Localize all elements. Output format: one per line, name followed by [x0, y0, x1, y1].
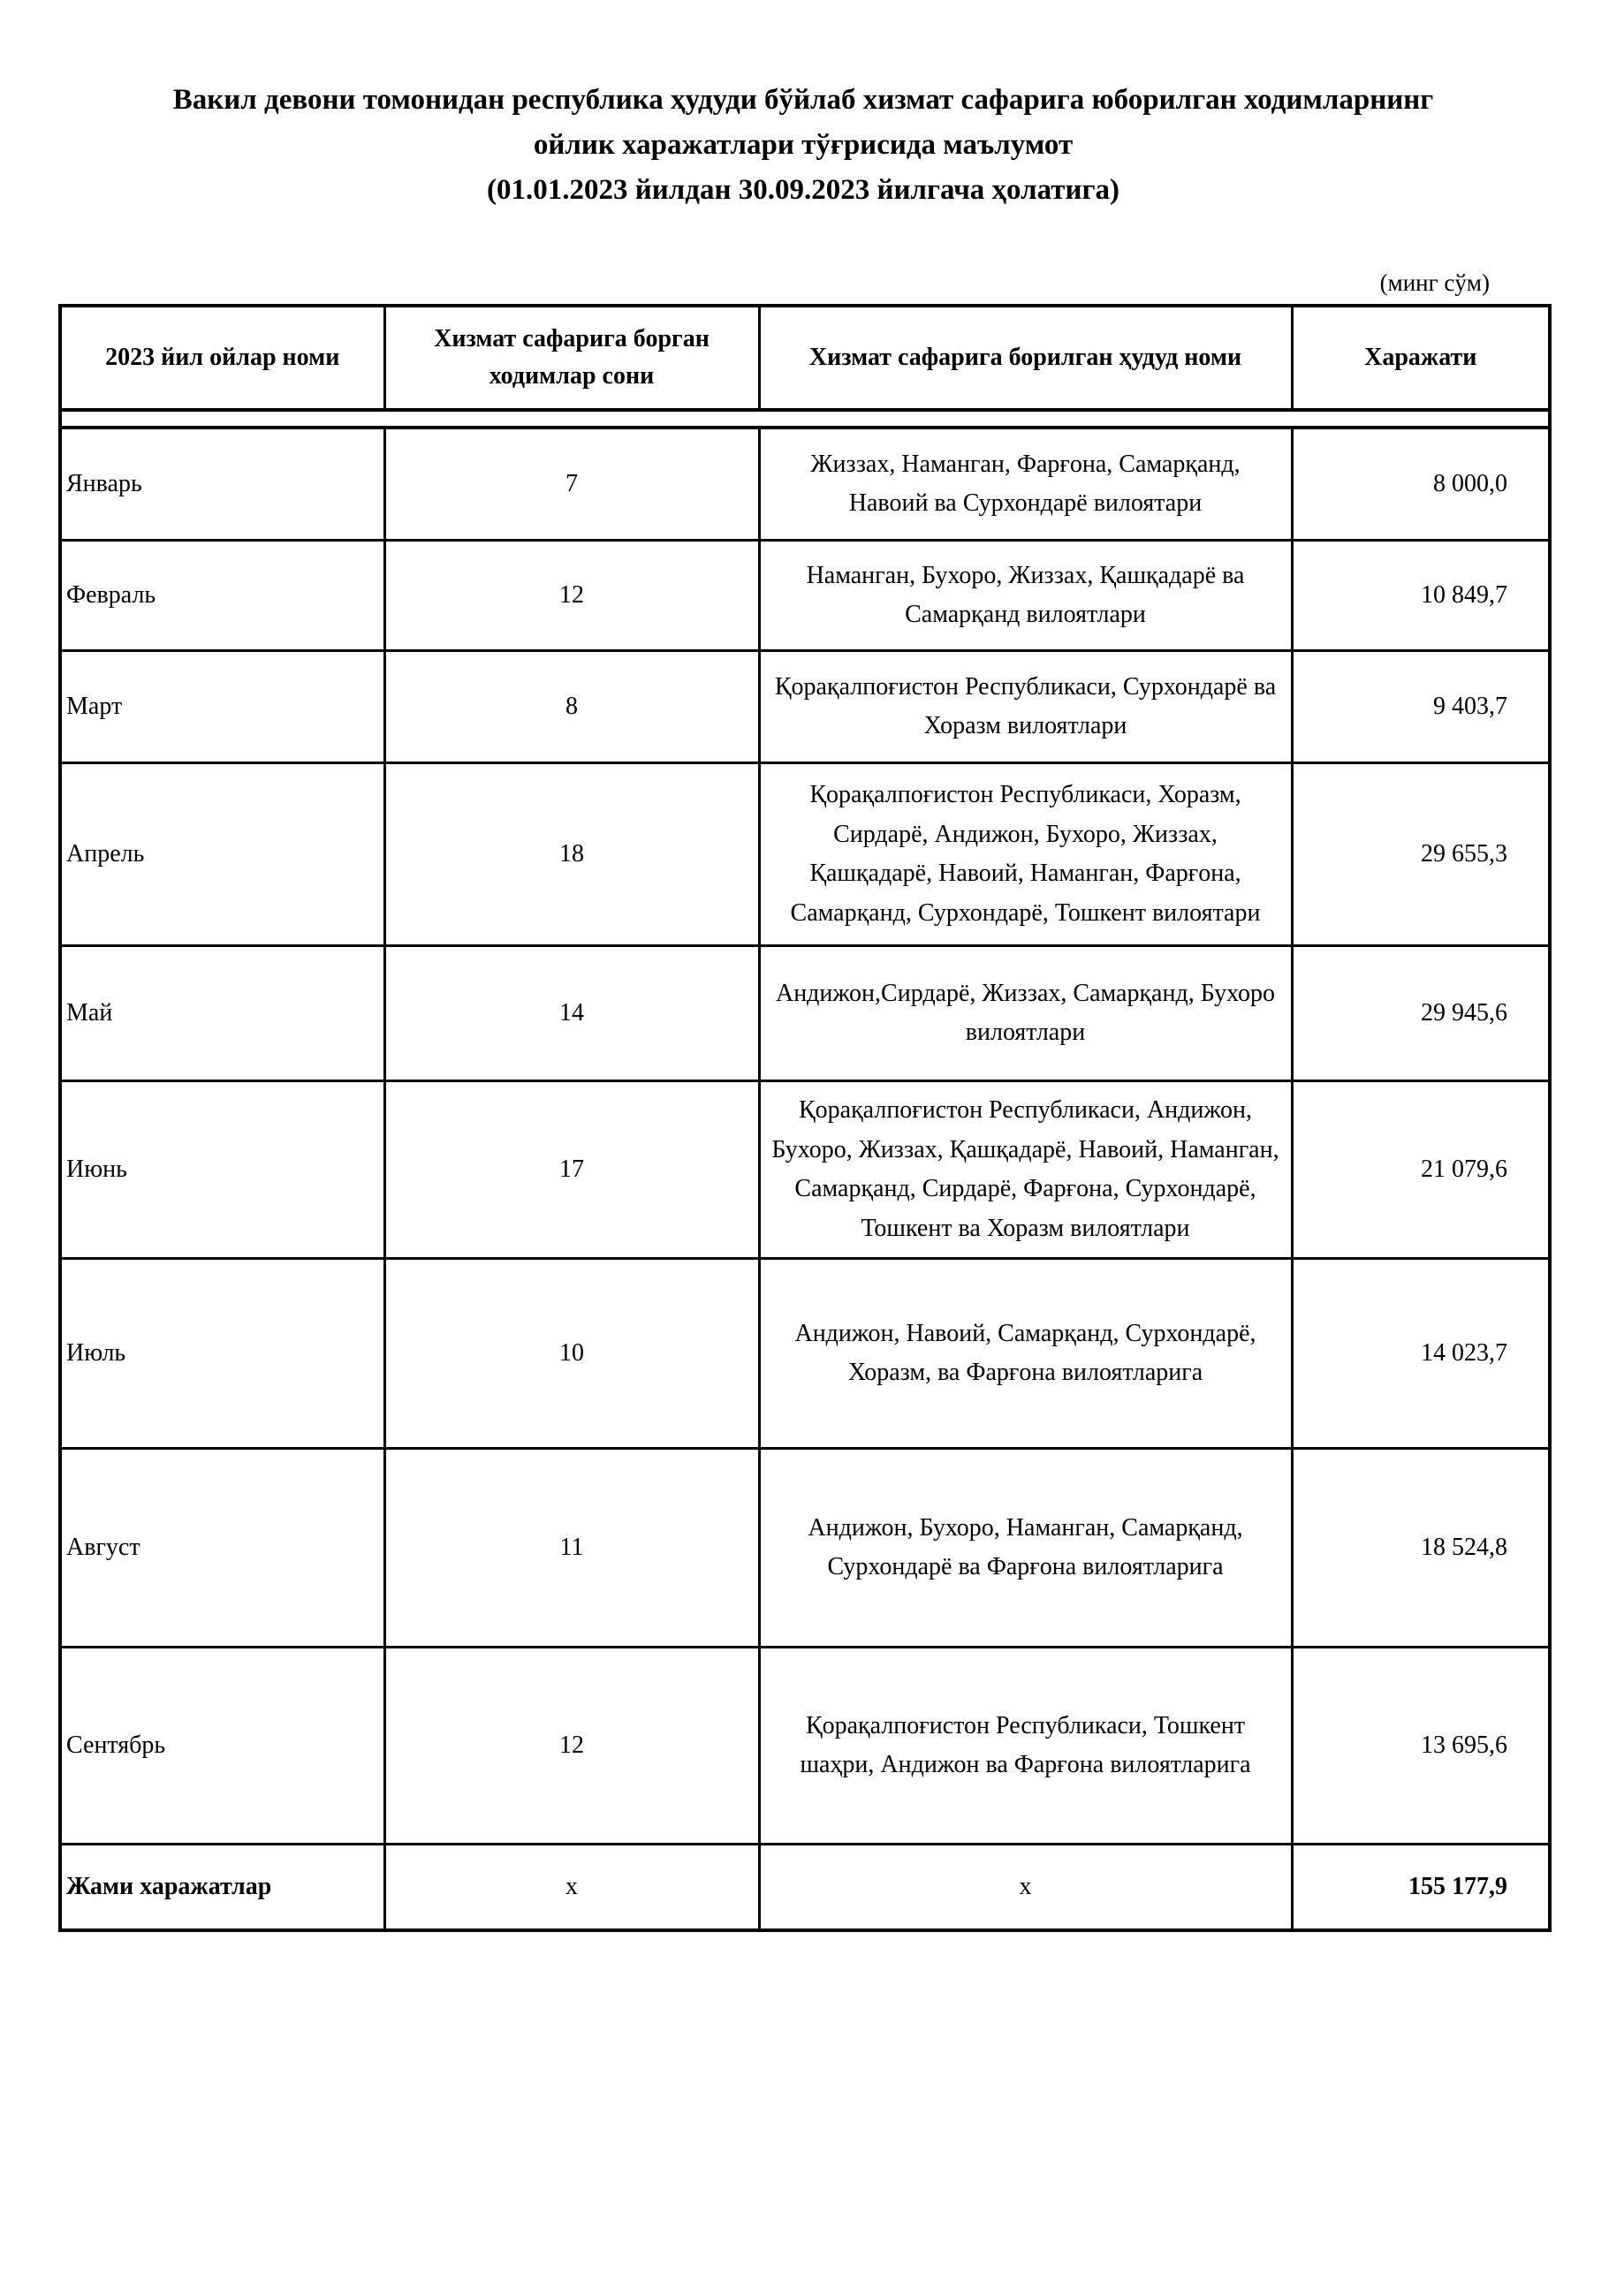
employees-count-cell: 17	[384, 1081, 759, 1259]
month-cell: Январь	[60, 428, 384, 541]
expense-cell: 29 655,3	[1292, 763, 1550, 946]
table-row	[60, 1648, 1550, 1845]
separator-row	[60, 410, 1550, 428]
expense-cell: 14 023,7	[1292, 1259, 1550, 1449]
total-employees-mark: x	[384, 1845, 759, 1931]
regions-cell: Наманган, Бухоро, Жиззах, Қашқадарё ва Самарқанд вилоятлари	[759, 541, 1292, 651]
regions-cell: Андижон, Навоий, Самарқанд, Сурхондарё, Хоразм, ва Фарғона вилоятларига	[759, 1259, 1292, 1449]
table-row	[60, 541, 1550, 651]
column-header-regions: Хизмат сафарига борилган ҳудуд номи	[759, 306, 1292, 410]
regions-cell: Андижон,Сирдарё, Жиззах, Самарқанд, Бухоро вилоятлари	[759, 946, 1292, 1081]
expense-cell: 21 079,6	[1292, 1081, 1550, 1259]
month-cell: Июль	[60, 1259, 384, 1449]
column-header-employees: Хизмат сафарига борган ходимлар сони	[384, 306, 759, 410]
month-cell: Февраль	[60, 541, 384, 651]
table-row	[60, 1259, 1550, 1449]
employees-count-cell: 12	[384, 1648, 759, 1845]
table-row	[60, 1081, 1550, 1259]
title-line-1: Вакил девони томонидан республика ҳудуди бўйлаб хизмат сафарига юборилган ходимларнинг	[172, 84, 1434, 116]
separator-cell	[60, 410, 1550, 428]
table-row	[60, 428, 1550, 541]
expenses-table	[58, 304, 1552, 1932]
regions-cell: Қорақалпоғистон Республикаси, Сурхондарё ва Хоразм вилоятлари	[759, 651, 1292, 763]
table-row	[60, 946, 1550, 1081]
expense-cell: 13 695,6	[1292, 1648, 1550, 1845]
employees-count-cell: 8	[384, 651, 759, 763]
month-cell: Июнь	[60, 1081, 384, 1259]
expense-cell: 9 403,7	[1292, 651, 1550, 763]
employees-count-cell: 12	[384, 541, 759, 651]
month-cell: Март	[60, 651, 384, 763]
total-regions-mark: x	[759, 1845, 1292, 1931]
employees-count-cell: 10	[384, 1259, 759, 1449]
table-row	[60, 651, 1550, 763]
total-expense: 155 177,9	[1292, 1845, 1550, 1931]
month-cell: Май	[60, 946, 384, 1081]
total-label: Жами харажатлар	[60, 1845, 384, 1931]
column-header-month: 2023 йил ойлар номи	[60, 306, 384, 410]
total-row	[60, 1845, 1550, 1931]
employees-count-cell: 18	[384, 763, 759, 946]
column-header-expense: Харажати	[1292, 306, 1550, 410]
table-row	[60, 1449, 1550, 1648]
month-cell: Сентябрь	[60, 1648, 384, 1845]
regions-cell: Қорақалпоғистон Республикаси, Тошкент шаҳри, Андижон ва Фарғона вилоятларига	[759, 1648, 1292, 1845]
regions-cell: Жиззах, Наманган, Фарғона, Самарқанд, Навоий ва Сурхондарё вилоятари	[759, 428, 1292, 541]
month-cell: Август	[60, 1449, 384, 1648]
regions-cell: Қорақалпоғистон Республикаси, Хоразм, Сирдарё, Андижон, Бухоро, Жиззах, Қашқадарё, Навоий, Наманган, Фарғона, Самарқанд, Сурхондарё, Тошкент вилоятари	[759, 763, 1292, 946]
regions-cell: Андижон, Бухоро, Наманган, Самарқанд, Сурхондарё ва Фарғона вилоятларига	[759, 1449, 1292, 1648]
expense-cell: 29 945,6	[1292, 946, 1550, 1081]
employees-count-cell: 11	[384, 1449, 759, 1648]
employees-count-cell: 14	[384, 946, 759, 1081]
expense-cell: 18 524,8	[1292, 1449, 1550, 1648]
expense-cell: 10 849,7	[1292, 541, 1550, 651]
regions-cell: Қорақалпоғистон Республикаси, Андижон, Бухоро, Жиззах, Қашқадарё, Навоий, Наманган, Самарқанд, Сирдарё, Фарғона, Сурхондарё, Тошкент ва Хоразм вилоятлари	[759, 1081, 1292, 1259]
table-row	[60, 763, 1550, 946]
table-header-row	[60, 306, 1550, 410]
title-line-2: ойлик харажатлари тўғрисида маълумот	[533, 129, 1074, 162]
month-cell: Апрель	[60, 763, 384, 946]
expense-cell: 8 000,0	[1292, 428, 1550, 541]
employees-count-cell: 7	[384, 428, 759, 541]
units-note: (минг сўм)	[1379, 269, 1490, 297]
page-title	[79, 78, 1528, 213]
title-line-3: (01.01.2023 йилдан 30.09.2023 йилгача ҳолатига)	[487, 174, 1119, 207]
